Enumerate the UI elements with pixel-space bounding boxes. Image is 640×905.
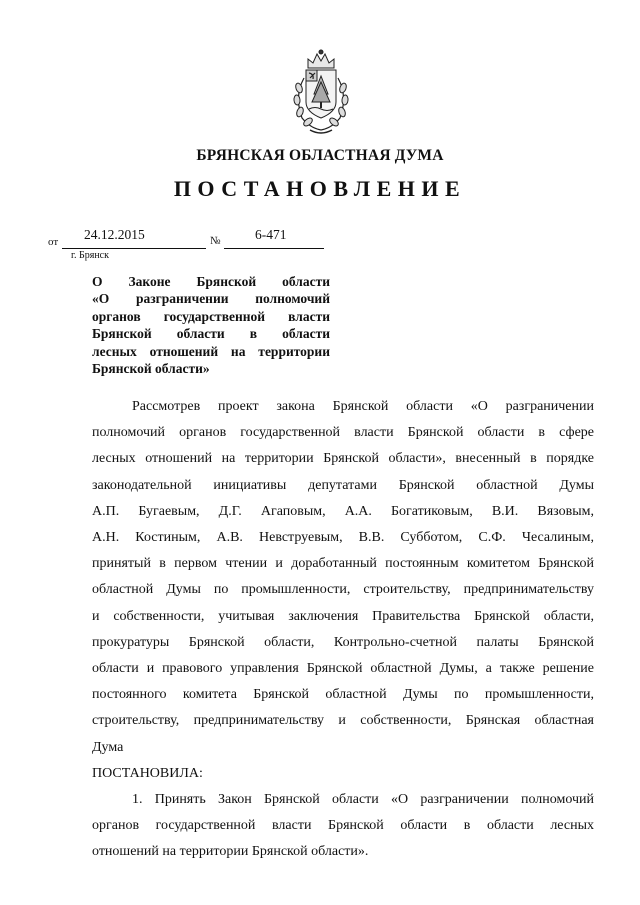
body-line: Дума: [92, 739, 124, 755]
body-line: постоянного комитета Брянской областной Думы по промышленности,: [92, 687, 594, 703]
date-label: от: [48, 236, 59, 248]
document-number: 6-471: [255, 227, 287, 242]
body-line: А.П. Бугаевым, Д.Г. Агаповым, А.А. Богатиковым, В.И. Вязовым,: [92, 503, 594, 519]
number-underline: [224, 248, 324, 249]
body-line: прокуратуры Брянской области, Контрольно-счетной палаты Брянской: [92, 634, 594, 650]
document-type-title: ПОСТАНОВЛЕНИЕ: [173, 176, 467, 201]
document-body: [92, 394, 594, 866]
body-line: полномочий органов государственной власти Брянской области в сфере: [92, 425, 594, 441]
body-line: и собственности, учитывая заключения Правительства Брянской области,: [92, 608, 594, 624]
body-line: области и правового управления Брянской областной Думы, а также решение: [92, 661, 594, 677]
number-label: №: [210, 235, 221, 247]
body-line: А.Н. Костиным, А.В. Невструевым, В.В. Субботом, С.Ф. Чесалиным,: [92, 530, 594, 546]
body-line: областной Думы по промышленности, строительству, предпринимательству: [92, 582, 594, 598]
subject-line: Брянской области в области: [92, 326, 330, 342]
coat-of-arms-emblem: [286, 48, 356, 136]
subject-line: органов государственной власти: [92, 308, 330, 324]
subject-line: Брянской области»: [92, 361, 210, 377]
document-meta: [48, 222, 348, 250]
subject-line: «О разграничении полномочий: [92, 291, 330, 307]
body-line: строительству, предпринимательству и собственности, Брянская областная: [92, 713, 594, 729]
body-line: Рассмотрев проект закона Брянской области «О разграничении: [132, 399, 594, 414]
resolution-item-line: органов государственной власти Брянской области в области лесных: [92, 818, 594, 834]
resolution-label: ПОСТАНОВИЛА:: [92, 765, 203, 781]
date-underline: [62, 248, 206, 249]
body-line: лесных отношений на территории Брянской области», внесенный в порядке: [92, 451, 594, 467]
body-line: принятый в первом чтении и доработанный постоянным комитетом Брянской: [92, 556, 594, 572]
resolution-item-line: 1. Принять Закон Брянской области «О разграничении полномочий: [132, 792, 594, 808]
resolution-item-line: отношений на территории Брянской области».: [92, 844, 369, 860]
document-date: 24.12.2015: [84, 227, 145, 242]
document-city: г. Брянск: [71, 250, 109, 261]
organization-name: БРЯНСКАЯ ОБЛАСТНАЯ ДУМА: [196, 147, 444, 164]
subject-line: лесных отношений на территории: [92, 343, 330, 359]
document-subject: [92, 273, 330, 377]
subject-line: О Законе Брянской области: [92, 274, 330, 289]
body-line: законодательной инициативы депутатами Брянской областной Думы: [92, 477, 594, 493]
